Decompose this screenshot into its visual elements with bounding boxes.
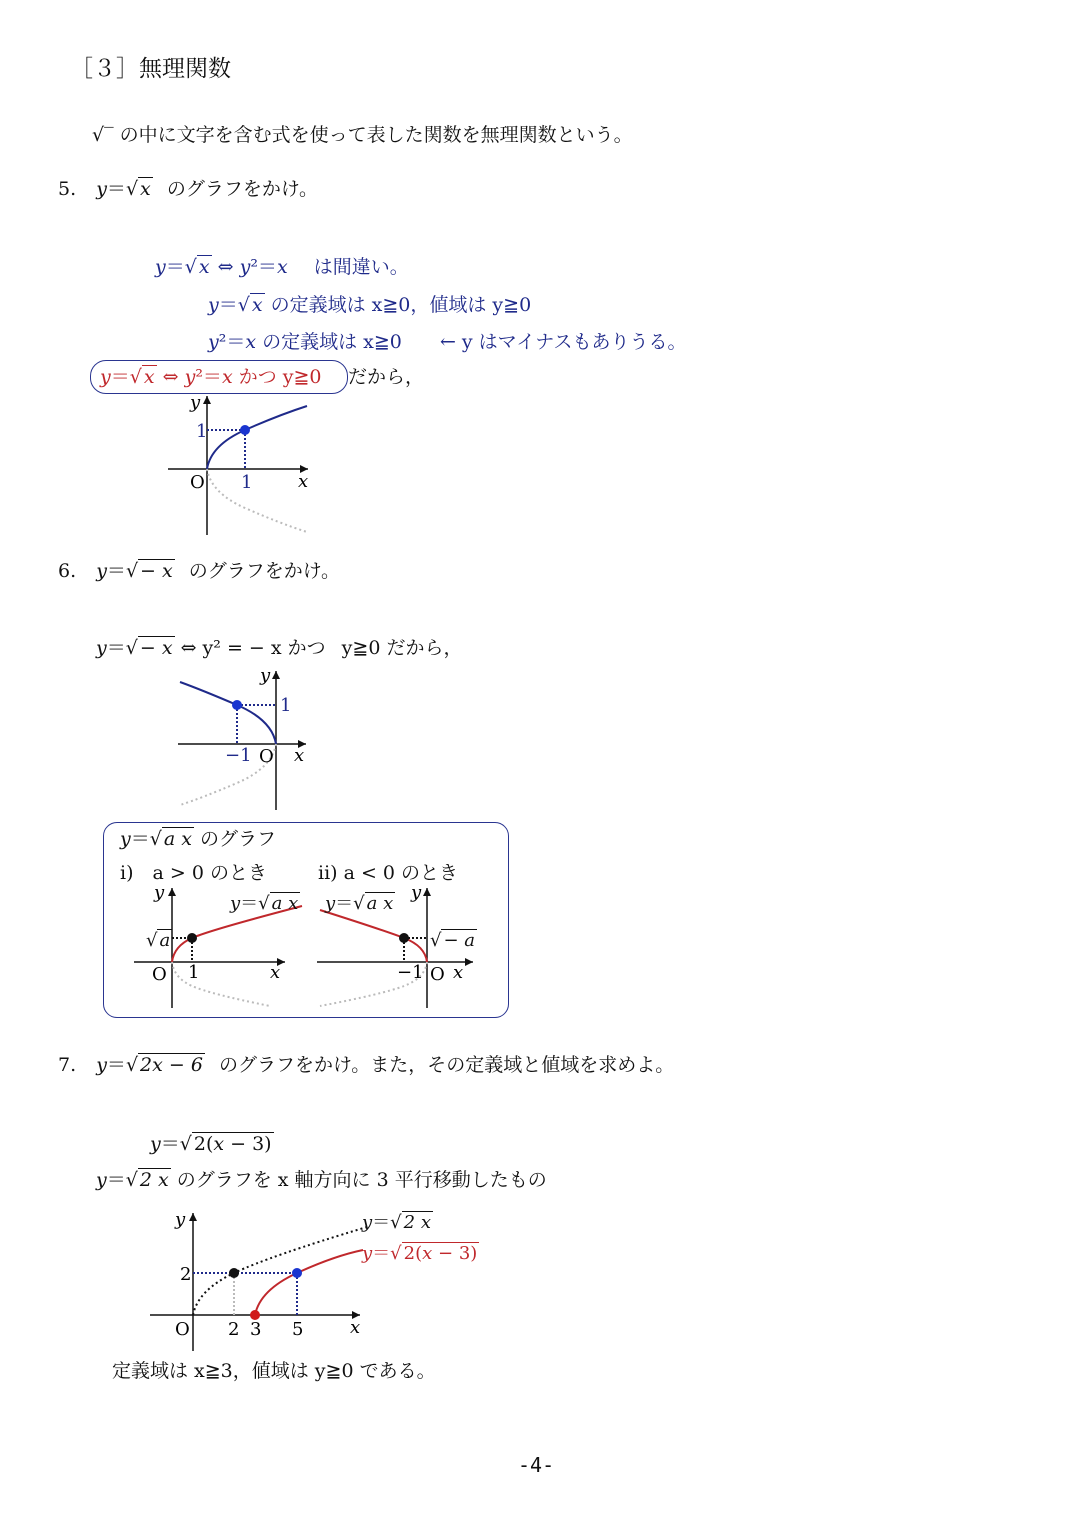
- p7-factored: y＝√ 2(x − 3): [150, 1133, 272, 1155]
- y-axis-label: y: [411, 882, 422, 903]
- problem-7-tail: のグラフをかけ。また，その定義域と値域を求めよ。: [219, 1054, 675, 1076]
- x-axis-label: x: [270, 962, 281, 983]
- problem-number: 5.: [58, 178, 77, 200]
- domain-line-a: y＝√ x の定義域は x≧0，値域は y≧0: [208, 294, 532, 316]
- origin-label: O: [190, 472, 205, 493]
- origin-label: O: [259, 746, 274, 767]
- y-two-label: 2: [180, 1264, 192, 1285]
- box2-sqrt-neg-a-label: √ − a: [430, 930, 476, 951]
- p6-equivalence: y＝√ − x ⇔ y² = − x かつ y≧0 だから，: [96, 637, 463, 659]
- problem-number: 6.: [58, 560, 77, 582]
- problem-number: 7.: [58, 1054, 77, 1076]
- problem-7-heading: 7. y＝√ 2x − 6 のグラフをかけ。また，その定義域と値域を求めよ。: [58, 1054, 675, 1076]
- minus-note: ← y はマイナスもありうる。: [439, 331, 687, 353]
- box2-curve-label: y＝√ a x: [325, 893, 394, 914]
- y-axis-label: y: [260, 665, 271, 686]
- definition-text: の中に文字を含む式を使って表した関数を無理関数という。: [119, 124, 633, 146]
- graph-7: [145, 1205, 385, 1355]
- problem-6-heading: 6. y＝√ − x のグラフをかけ。: [58, 560, 341, 582]
- y-axis-label: y: [190, 392, 201, 413]
- box-title-tail: のグラフ: [200, 828, 277, 850]
- y-axis-label: y: [175, 1209, 186, 1230]
- case-2-label: ii) a < 0 のとき: [318, 862, 459, 884]
- origin-label: O: [175, 1319, 190, 1340]
- definition-line: [92, 126, 633, 145]
- page-number: -4-: [518, 1453, 555, 1477]
- x-minus-one-label: −1: [397, 962, 424, 983]
- x-five-label: 5: [292, 1319, 304, 1340]
- problem-5-tail: のグラフをかけ。: [166, 178, 319, 200]
- sqrt-symbol: √‾: [92, 124, 114, 146]
- x-axis-label: x: [350, 1317, 361, 1338]
- domain-b-text: の定義域は x≧0: [262, 331, 402, 353]
- origin-label: O: [152, 964, 167, 985]
- x-axis-label: x: [453, 962, 464, 983]
- wrong-note: は間違い。: [313, 256, 409, 278]
- graph-6: [170, 665, 320, 815]
- box1-sqrt-a-label: √ a: [146, 930, 171, 951]
- section-title: ［３］無理関数: [70, 56, 231, 82]
- domain-a-text: の定義域は x≧0，値域は y≧0: [270, 294, 532, 316]
- since-text: だから，: [348, 366, 425, 388]
- p6-eq-tail: y≧0 だから，: [341, 637, 463, 659]
- case-1-label: i) a > 0 のとき: [120, 862, 267, 884]
- x-three-label: 3: [250, 1319, 262, 1340]
- wrong-equivalence: y＝√ x ⇔ y²＝x は間違い。: [155, 256, 409, 278]
- p6-eq-mid: ⇔ y² = − x かつ: [180, 637, 326, 659]
- graph-5: [160, 390, 320, 540]
- p7-shift-tail: のグラフを x 軸方向に 3 平行移動したもの: [176, 1169, 547, 1191]
- origin-label: O: [430, 964, 445, 985]
- curve-label-shifted: y＝√ 2(x − 3): [362, 1243, 478, 1264]
- problem-6-tail: のグラフをかけ。: [188, 560, 341, 582]
- x-one-label: 1: [241, 472, 253, 493]
- curve-label-sqrt-2x: y＝√ 2 x: [362, 1212, 431, 1233]
- circled-equivalence: y＝√ x ⇔ y²＝x かつ y≧0: [100, 366, 322, 388]
- x-minus-one-label: −1: [225, 745, 252, 766]
- y-one-label: 1: [196, 421, 208, 442]
- circled-tail: かつ y≧0: [238, 366, 322, 388]
- box1-curve-label: y＝√ a x: [230, 893, 299, 914]
- domain-line-b: y²＝x の定義域は x≧0 ← y はマイナスもありうる。: [208, 331, 687, 353]
- box-title: y＝√ a x のグラフ: [120, 828, 277, 850]
- problem-5-heading: 5. y＝√ x のグラフをかけ。: [58, 178, 319, 200]
- y-axis-label: y: [154, 882, 165, 903]
- p7-answer: 定義域は x≧3，値域は y≧0 である。: [112, 1360, 436, 1382]
- y-one-label: 1: [280, 695, 292, 716]
- x-axis-label: x: [298, 471, 309, 492]
- x-one-label: 1: [188, 962, 200, 983]
- p7-shift-line: y＝√ 2 x のグラフを x 軸方向に 3 平行移動したもの: [96, 1169, 547, 1191]
- x-axis-label: x: [294, 745, 305, 766]
- x-two-label: 2: [228, 1319, 240, 1340]
